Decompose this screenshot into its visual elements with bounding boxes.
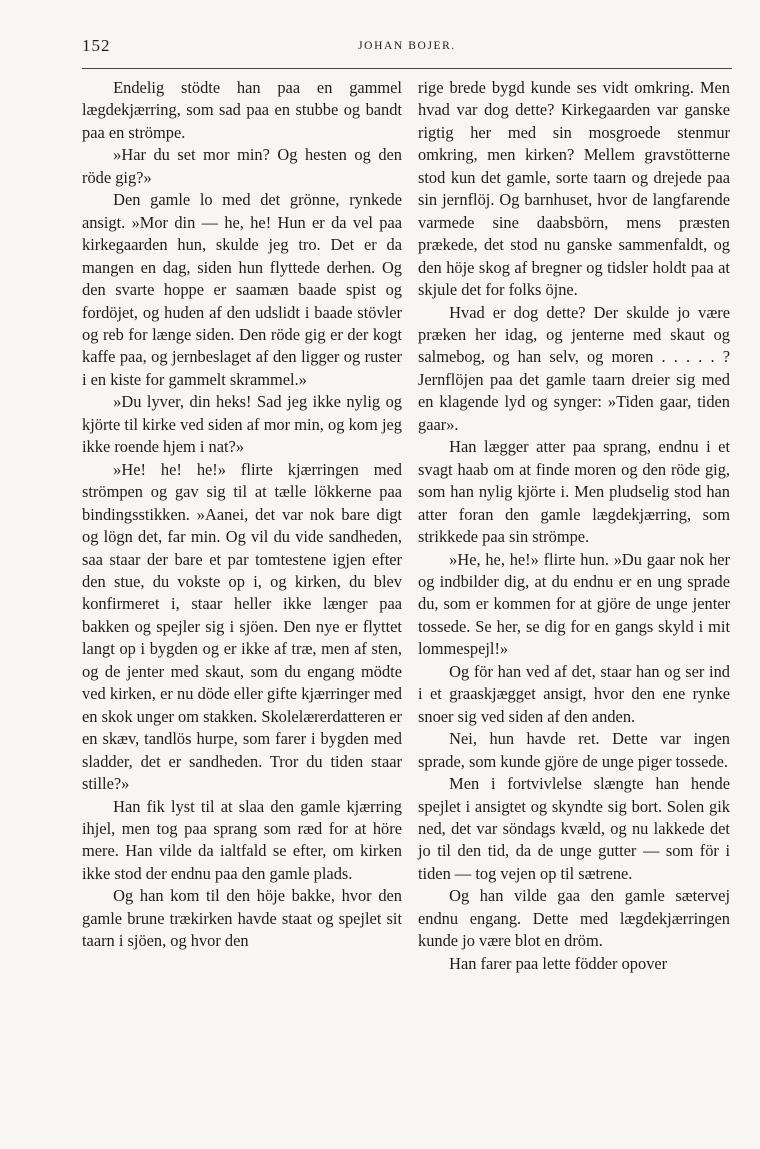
left-column [82, 77, 402, 953]
running-head: JOHAN BOJER. [358, 40, 456, 52]
paragraph: Og för han ved af det, staar han og ser ind i et graaskjægget ansigt, hvor den ene rynke snoer sig ved siden af den anden. [418, 661, 730, 726]
paragraph: Nei, hun havde ret. Dette var ingen sprade, som kunde gjöre de unge piger tossede. [418, 729, 730, 771]
paragraph: Men i fortvivlelse slængte han hende spejlet i ansigtet og skyndte sig bort. Solen gik ned, det var söndags kvæld, og nu lakkede det jo til den tid, da de unge gutter — som för i tiden — tog vejen op til sætrene. [418, 774, 730, 883]
paragraph: »He! he! he!» flirte kjærringen med strömpen og gav sig til at tælle lökkerne paa bindingsstikken. »Aanei, det var nok bare digt og lögn det, far min. Og vil du vide sandheden, saa staar der bare et par tomtestene igjen efter den stue, du vokste op i, og kirken, du blev konfirmeret i, staar heller ikke længer paa bakken og spejler sig i sjöen. Den nye er flyttet langt op i bygden og er ikke af træ, men af sten, og de jenter med skaut, som du engang mödte ved kirken, er nu döde eller gifte kjærringer med en skok unger om stakken. Skolelærerdatteren er en skæv, tandlös hurpe, som farer i bygden med sladder, det er sandheden. Tror du tiden staar stille?» [82, 459, 402, 794]
page-number: 152 [82, 36, 111, 55]
right-column [418, 77, 730, 975]
paragraph-continuation: rige brede bygd kunde ses vidt omkring. Men hvad var dog dette? Kirkegaarden var ganske rigtig her med sin mosgroede stenmur omkring, men kirken? Mellem gravstötterne stod kun det gamle, sorte taarn og drejede paa sin jernflöj. Og barnhuset, hvor de langfarende varmede sine daabsbörn, mens præsten prækede, det stod nu ganske sammenfaldt, og den höje skog af bregner og tidsler holdt paa at skjule det for folks öjne. [418, 78, 730, 300]
page-header [82, 36, 732, 62]
paragraph: »Har du set mor min? Og hesten og den röde gig?» [82, 145, 402, 187]
paragraph: Og han kom til den höje bakke, hvor den gamle brune trækirken havde staat og spejlet sit taarn i sjöen, og hvor den [82, 886, 402, 951]
paragraph: Endelig stödte han paa en gammel lægdekjærring, som sad paa en stubbe og bandt paa en strömpe. [82, 78, 402, 142]
paragraph: Og han vilde gaa den gamle sætervej endnu engang. Dette med lægdekjærringen kunde jo være blot en dröm. [418, 886, 730, 951]
paragraph: »He, he, he!» flirte hun. »Du gaar nok her og indbilder dig, at du endnu er en ung sprade du, som er kommen for at gjöre de unge jenter tossede. Se her, se dig for en gangs skyld i mit lommespejl!» [418, 549, 730, 659]
paragraph: »Du lyver, din heks! Sad jeg ikke nylig og kjörte til kirke ved siden af mor min, og kom jeg ikke roende hjem i nat?» [82, 392, 402, 457]
paragraph: Den gamle lo med det grönne, rynkede ansigt. »Mor din — he, he! Hun er da vel paa kirkegaarden hun, skulde jeg tro. Det er da mangen en dag, siden hun flyttede derhen. Og den svarte hoppe er saamæn baade spist og fordöjet, og huden af den udslidt i baade stövler og reb for længe siden. Den röde gig er der kogt kaffe paa, og jernbeslaget af den ligger og ruster i en kiste for gammelt skrammel.» [82, 190, 402, 389]
paragraph: Han farer paa lette födder opover [449, 953, 668, 973]
paragraph: Han fik lyst til at slaa den gamle kjærring ihjel, men tog paa sprang som ræd for at höre mere. Han vilde da ialtfald se efter, om kirken ikke stod der endnu paa den gamle plads. [82, 796, 402, 883]
paragraph: Han lægger atter paa sprang, endnu i et svagt haab om at finde moren og den röde gig, som han nylig kjörte i. Men pludselig stod han atter foran den gamle lægdekjærring, som strikkede paa sin strömpe. [418, 437, 730, 547]
header-rule [82, 68, 732, 69]
paragraph: Hvad er dog dette? Der skulde jo være præken her idag, og jenterne med skaut og salmebog, og han selv, og moren . . . . . ? Jernflöjen paa det gamle taarn dreier sig med en klagende lyd og synger: »Tiden gaar, tiden gaar». [418, 302, 730, 434]
